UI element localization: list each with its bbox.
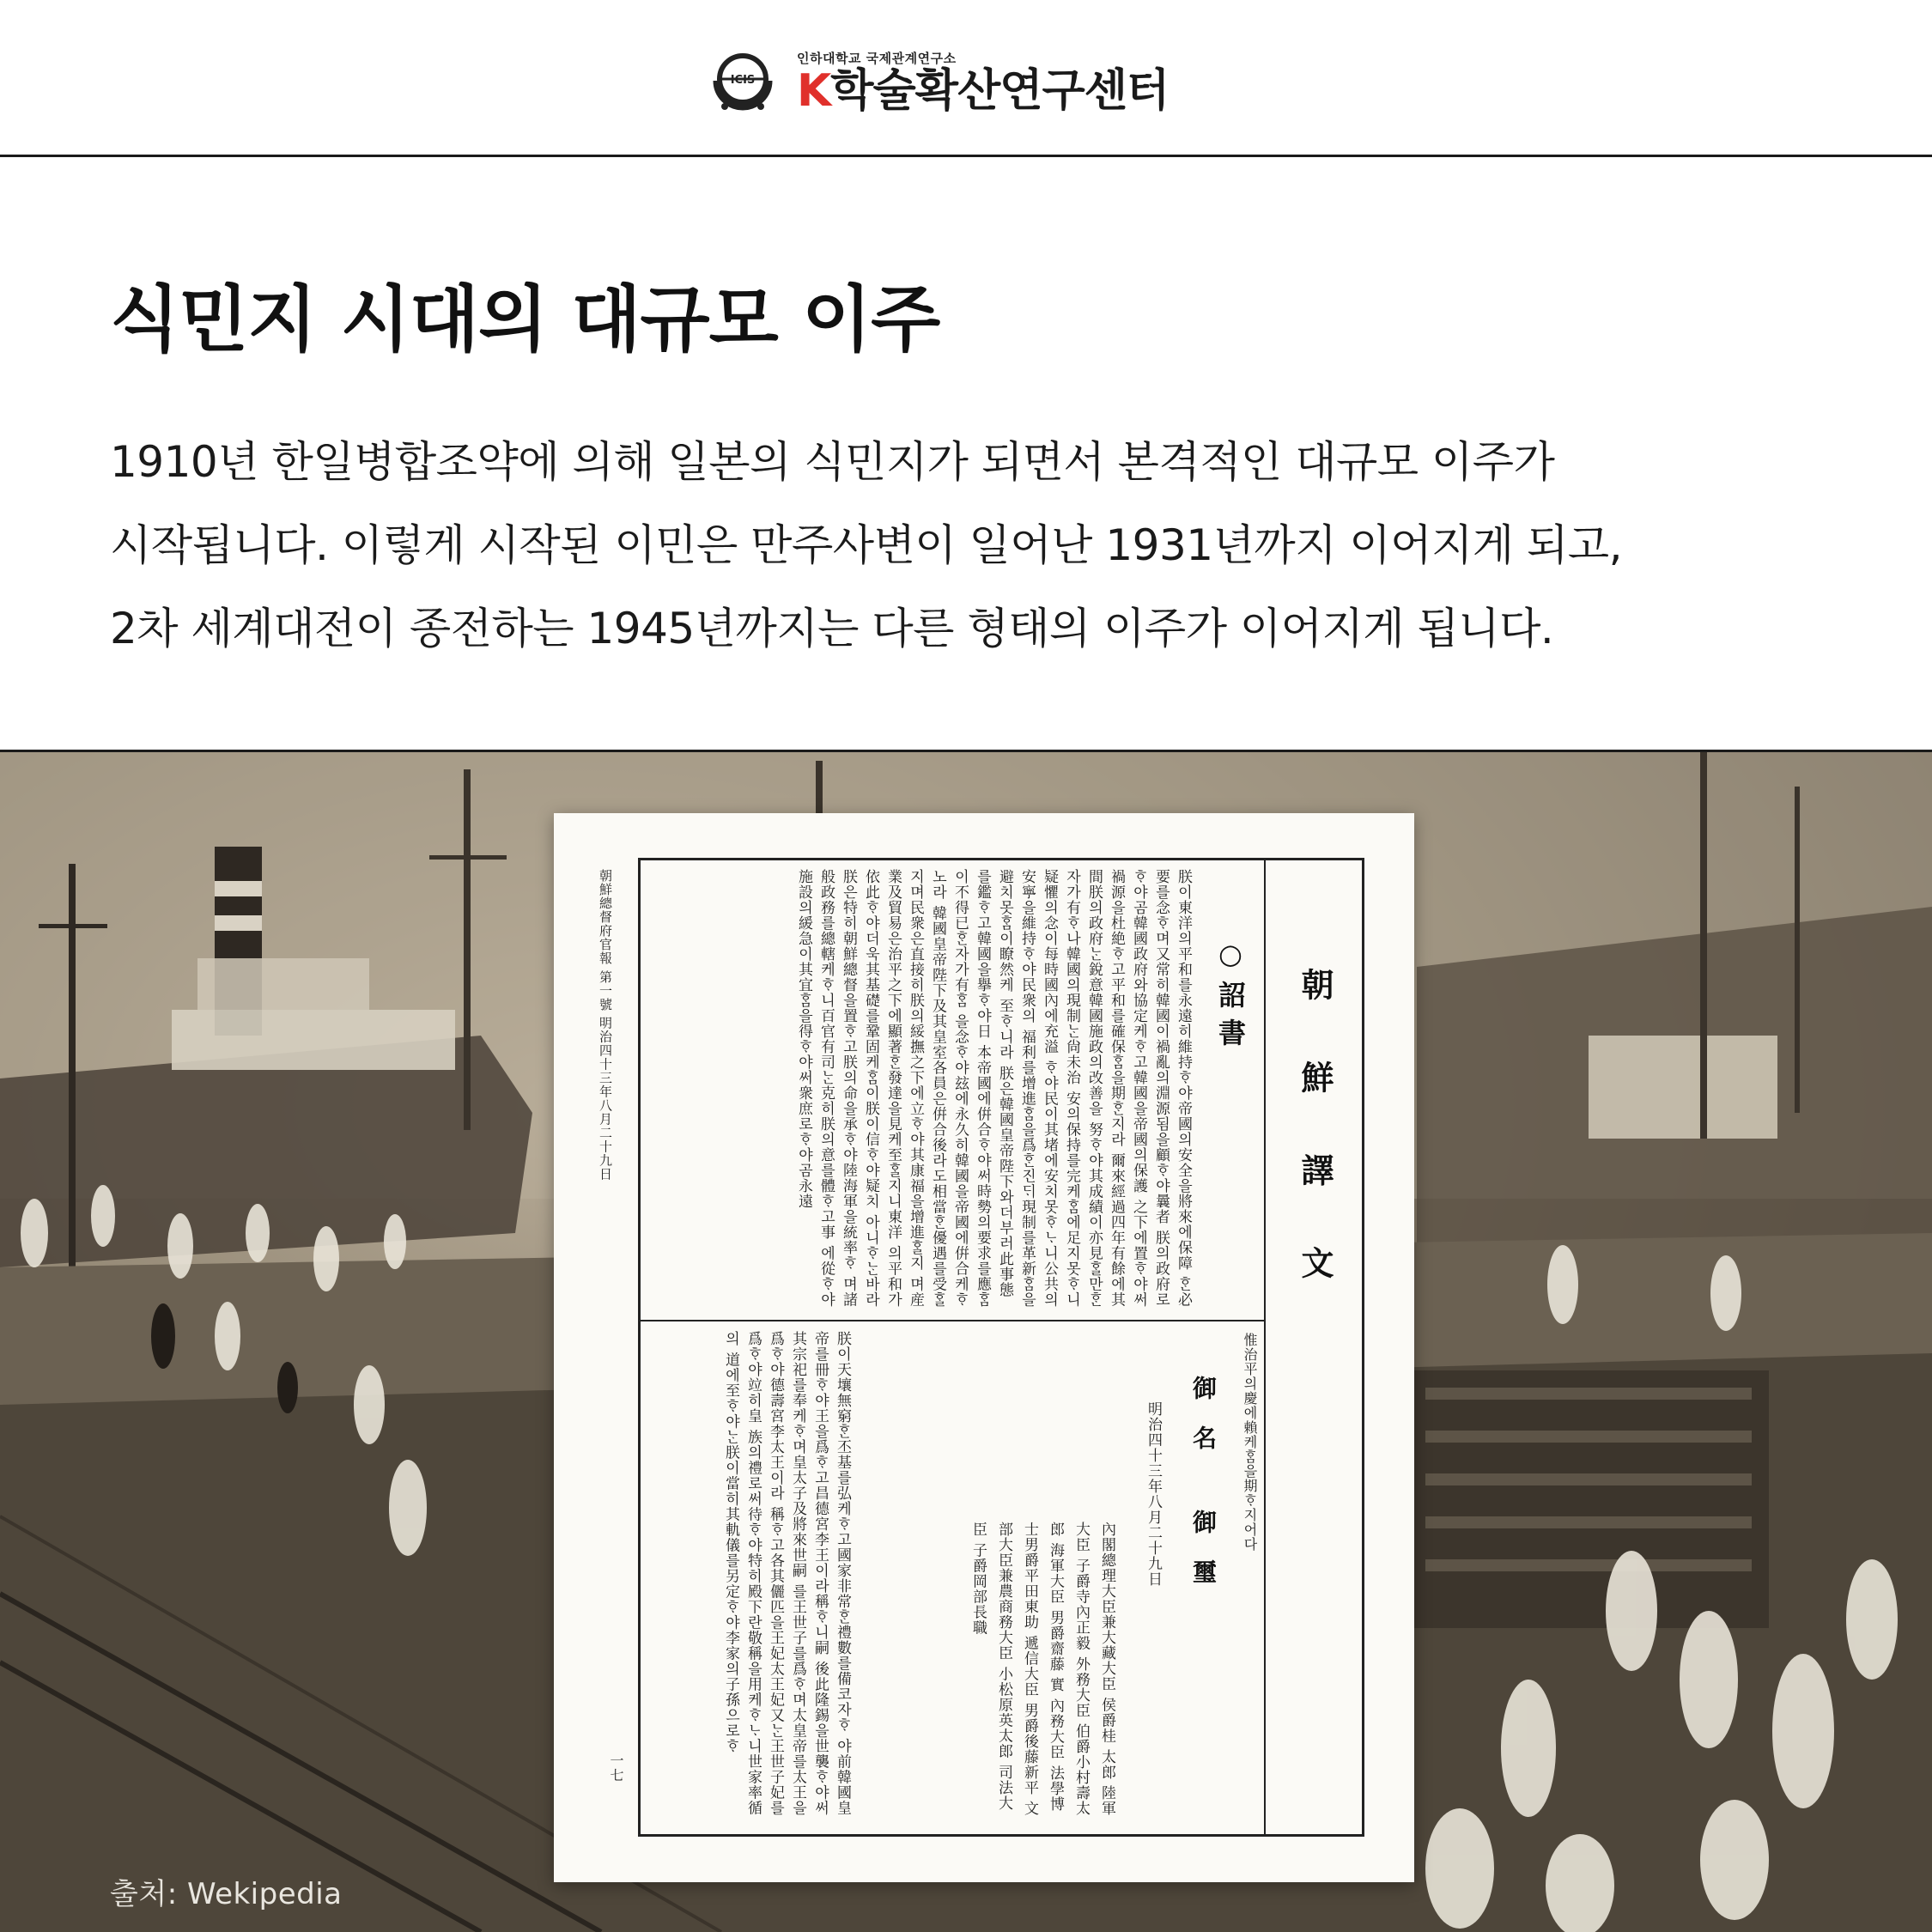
decree-line: 族의禮로써待ᄒᆞ야特히殿下란敬稱을用케ᄒᆞᄂᆞ니世家率循의 [722,1331,762,1816]
edict-line: 朕이東洋의平和를永遠히維持ᄒᆞ야帝國의安全을將來에保障 [1175,869,1192,1271]
edict-line: 至ᄒᆞ니라 [996,998,1013,1060]
document-vertical-title: 朝鮮譯文 [1296,968,1334,1339]
edict-line: ᄒᆞᆫ必要를念ᄒᆞ며又常히韓國이禍亂의淵源됨을顧ᄒᆞ야曩者 [1152,869,1192,1308]
document-divider [641,1320,1264,1321]
edict-line: 의平和가依此ᄒᆞ야더욱其基礎를鞏固케ᄒᆞᆷ이朕이信ᄒᆞ야疑치 [862,869,902,1308]
minister-list [905,1522,1120,1822]
minister-entry: 文部大臣兼農商務大臣 小松原英太郎 [995,1522,1038,1817]
decree-line: 朕이天壤無窮ᄒᆞᆫ丕基를弘케ᄒᆞ고國家非常ᄒᆞᆫ禮數를備코자ᄒᆞ [834,1331,851,1733]
edict-line: 本帝國에倂合ᄒᆞ야써時勢의要求를應ᄒᆞᆷ이不得已ᄒᆞᆫ자가有ᄒᆞᆷ [951,869,991,1308]
icis-emblem-icon [704,45,781,122]
header-divider [0,155,1932,157]
edict-line: 爾來經過四年有餘에其間朕의政府ᄂᆞᆫ銳意韓國施政의改善을 [1085,869,1125,1308]
imperial-name-seal: 御名 御璽 [1189,1376,1218,1609]
annexation-treaty-document [554,813,1414,1882]
logo-mark-text: ICIS [730,74,756,87]
edict-line: 福利를增進ᄒᆞᆷ을爲ᄒᆞᆫ진ᄃᆡ現制를革新ᄒᆞᆷ을避치못ᄒᆞᆷ이瞭然케 [996,869,1036,1308]
decree-line: 稱ᄒᆞ고各其儷匹을王妃太王妃又ᄂᆞᆫ王世子妃를爲ᄒᆞ야竝히皇 [744,1331,784,1816]
gazette-margin-label: 朝鮮總督府官報 第一號 明治四十三年八月二十九日 [598,869,613,1182]
decree-line: 야前韓國皇帝를冊ᄒᆞ야王을爲ᄒᆞ고昌德宮李王이라稱ᄒᆞ니嗣 [811,1331,851,1816]
edict-line: 지며民衆은直接히朕의綏撫之下에立ᄒᆞ야其康福을增進ᄒᆞᆯ지 [907,869,924,1271]
edict-line: 아니ᄒᆞᄂᆞᆫ바라 [862,1214,879,1308]
body-line-2: 시작됩니다. 이렇게 시작된 이민은 만주사변이 일어난 1931년까지 이어지게 되고, [110,520,1622,570]
document-title-column [1264,860,1362,1834]
document-frame [598,858,1364,1837]
minister-entry: 內閣總理大臣兼大藏大臣 侯爵桂 太郎 [1098,1522,1115,1780]
edict-line: 朕의政府로ᄒᆞ야곰韓國政府와協定케ᄒᆞ고韓國을帝國의保護 [1130,869,1170,1308]
logo-k: K [797,65,831,117]
decree-text-block [647,1331,854,1827]
sign-off-note: 惟治平의慶에賴케ᄒᆞᆷ을期ᄒᆞ지어다 [1242,1333,1258,1552]
center-logo[interactable] [704,45,1169,122]
body-line-3: 2차 세계대전이 종전하는 1945년까지는 다른 형태의 이주가 이어지게 됩니다. [110,604,1554,653]
edict-line: ᄒᆞ야民이其堵에安치못ᄒᆞᄂᆞ니公共의安寧을維持ᄒᆞ야民衆의 [1018,869,1058,1308]
page-title: 식민지 시대의 대규모 이주 [110,277,940,361]
edict-line: 努ᄒᆞ야其成績이亦見ᄒᆞᆯ만ᄒᆞᆫ자가有ᄒᆞ나韓國의現制ᄂᆞᆫ尙未治 [1063,869,1103,1308]
edict-line: 에從ᄒᆞ야施設의緩急이其宜ᄒᆞᆷ을得ᄒᆞ야써衆庶로ᄒᆞ야곰永遠 [795,869,835,1308]
decree-line: 後此隆錫을世襲ᄒᆞ야써其宗祀를奉케ᄒᆞ며皇太子及將來世嗣 [789,1331,829,1816]
edict-heading: ○詔書 [1214,938,1247,1056]
decree-line: 를王世子를爲ᄒᆞ며太皇帝를太王을爲ᄒᆞ야德壽宮李太王이라 [767,1331,806,1816]
body-paragraph [110,421,1844,671]
logo-title [797,66,1169,116]
edict-line: 之下에置ᄒᆞ야써禍源을杜絶ᄒᆞ고平和를確保ᄒᆞᆷ을期ᄒᆞᆫ지라 [1108,869,1147,1308]
minister-entry: 內務大臣 法學博士男爵平田東助 [1021,1522,1064,1813]
logo-title-text: 학술확산연구센터 [830,65,1170,117]
photo-source-caption: 출처: Wekipedia [110,1877,343,1911]
minister-entry: 海軍大臣 男爵齋藤 實 [1047,1542,1064,1693]
edict-text-block [748,869,1194,1311]
minister-entry: 陸軍大臣 子爵寺內正毅 [1072,1522,1115,1817]
edict-line: 며産業及貿易은治平之下에顯著ᄒᆞᆫ發達을見케至ᄒᆞᆯ지니東洋 [884,869,924,1308]
page-number: 一七 [608,1753,624,1783]
edict-line: 韓國皇帝陛下及其皇室各員은倂合後라도相當ᄒᆞᆫ優遇를受ᄒᆞᆯ [929,905,946,1308]
edict-line: 朕은特히朝鮮總督을置ᄒᆞ고朕의命을承ᄒᆞ야陸海軍을統率ᄒᆞ [840,869,857,1271]
edict-line: 安의保持를完케ᄒᆞᆷ에足지못ᄒᆞ니疑懼의念이每時國內에充溢 [1041,869,1080,1308]
minister-entry: 遞信大臣 男爵後藤新平 [1021,1635,1038,1795]
logo-subtitle: 인하대학교 국제관계연구소 [797,51,957,66]
edict-line: 을念ᄒᆞ야玆에永久히韓國을帝國에倂合케ᄒᆞ노라 [929,869,969,1308]
edict-line: 朕은韓國皇帝陛下와더부러此事態를鑑ᄒᆞ고韓國을擧ᄒᆞ야日 [974,869,1013,1297]
site-header [0,0,1932,155]
minister-entry: 司法大臣 子爵岡部長職 [969,1522,1012,1811]
decree-line: 道에至ᄒᆞ야ᄂᆞᆫ朕이當히其軌儀를另定ᄒᆞ야李家의子孫으로ᄒᆞ [722,1352,739,1754]
minister-entry: 外務大臣 伯爵小村壽太郎 [1047,1522,1090,1817]
body-line-1: 1910년 한일병합조약에 의해 일본의 식민지가 되면서 본격적인 대규모 이주가 [110,437,1555,487]
document-date: 明治四十三年八月二十九日 [1145,1401,1162,1587]
edict-line: 며諸般政務를總轄케ᄒᆞ니百官有司ᄂᆞᆫ克히朕의意를體ᄒᆞ고事 [817,869,857,1308]
